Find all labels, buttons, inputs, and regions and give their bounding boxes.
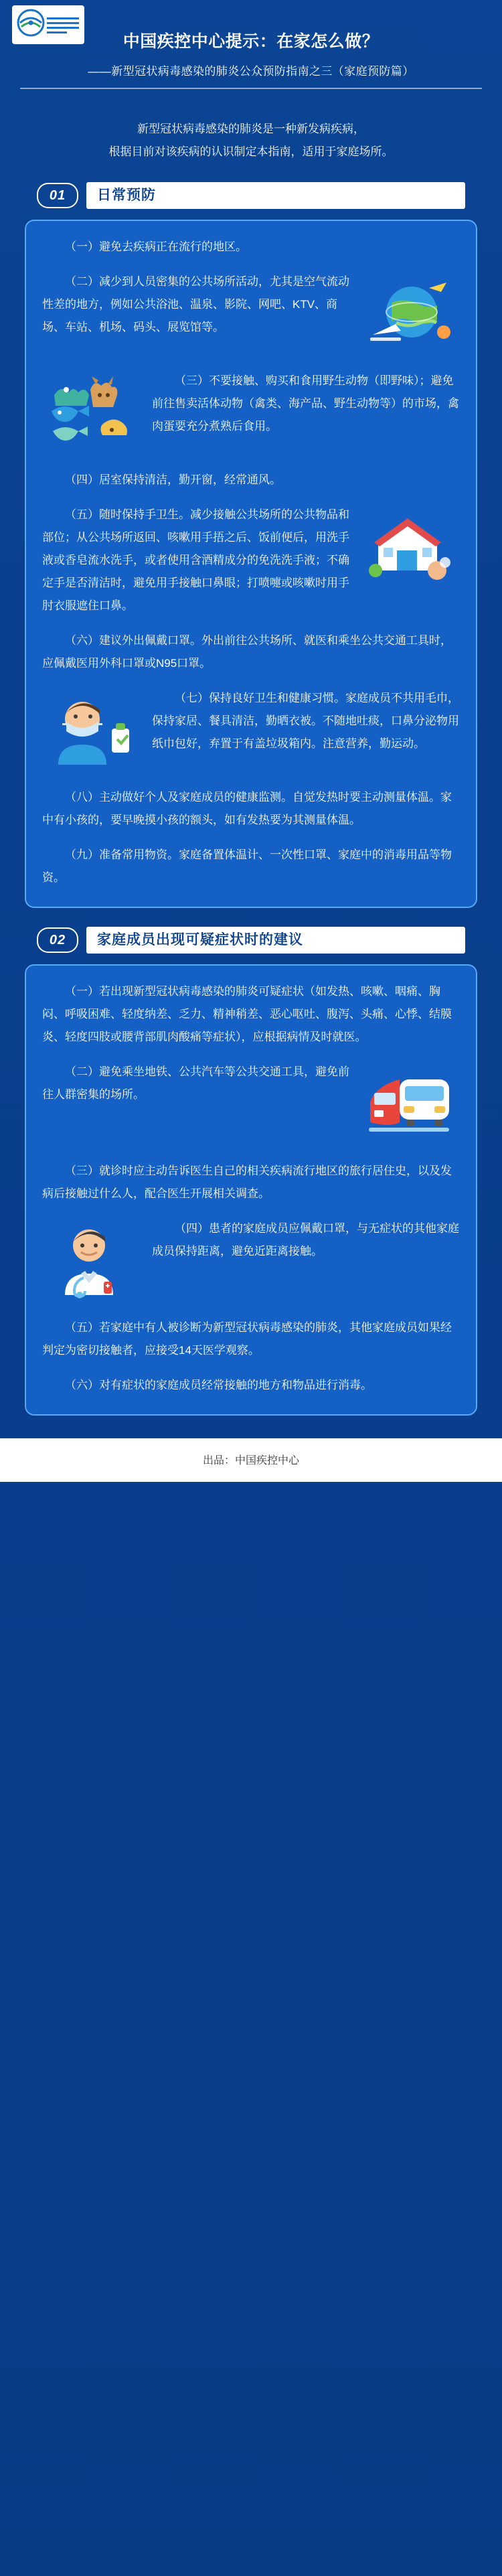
- china-cdc-logo: [12, 5, 84, 44]
- list-item-text: （五）随时保持手卫生。减少接触公共场所的公共物品和部位；从公共场所返回、咳嗽用手捂之后、饭前便后，用洗手液或香皂流水洗手，或者使用含酒精成分的免洗洗手液；不确定手是否清洁时，避免用手接触口鼻眼；打喷嚏或咳嗽时用手肘衣服遮住口鼻。: [42, 508, 349, 612]
- globe-travel-icon: [359, 273, 460, 354]
- list-item: （六）建议外出佩戴口罩。外出前往公共场所、就医和乘坐公共交通工具时，应佩戴医用外科口罩或N95口罩。: [42, 634, 452, 670]
- section-card-01: [25, 220, 477, 908]
- list-item: （一）若出现新型冠状病毒感染的肺炎可疑症状（如发热、咳嗽、咽痛、胸闷、呼吸困难、轻度纳差、乏力、精神稍差、恶心呕吐、腹泻、头痛、心悸、结膜炎、轻度四肢或腰背部肌肉酸痛等症状），应根据病情及时就医。: [42, 985, 452, 1043]
- list-item-text: （四）患者的家庭成员应佩戴口罩，与无症状的其他家庭成员保持距离，避免近距离接触。: [152, 1222, 459, 1258]
- logo-mark-icon: [13, 7, 83, 43]
- list-item: （三）就诊时应主动告诉医生自己的相关疾病流行地区的旅行居住史，以及发病后接触过什么人，配合医生开展相关调查。: [42, 1164, 452, 1200]
- section-number-02: 02: [37, 927, 78, 953]
- intro-line-1: 新型冠状病毒感染的肺炎是一种新发病疾病，: [137, 123, 365, 135]
- intro-line-2: 根据目前对该疾病的认识制定本指南，适用于家庭场所。: [108, 145, 394, 158]
- list-item: （一）避免去疾病正在流行的地区。: [65, 240, 247, 253]
- list-item: [42, 687, 460, 774]
- section-number-01: 01: [37, 183, 78, 208]
- section-header-02: [37, 927, 465, 954]
- section-card-02: [25, 964, 477, 1416]
- mask-person-icon: [42, 690, 143, 770]
- footer: [0, 1438, 502, 1482]
- header: [0, 0, 502, 100]
- list-item: （九）准备常用物资。家庭备置体温计、一次性口罩、家庭中的消毒用品等物资。: [42, 848, 452, 884]
- list-item-text: （三）不要接触、购买和食用野生动物（即野味）；避免前往售卖活体动物（禽类、海产品、野生动物等）的市场，禽肉蛋要充分煮熟后食用。: [152, 374, 459, 433]
- footer-source: 出品：中国疾控中心: [202, 1455, 299, 1466]
- list-item: （八）主动做好个人及家庭成员的健康监测。自觉发热时要主动测量体温。家中有小孩的，要早晚摸小孩的额头，如有发热要为其测量体温。: [42, 791, 452, 826]
- wild-animals-icon: [42, 372, 143, 453]
- list-item-text: （二）减少到人员密集的公共场所活动，尤其是空气流动性差的地方，例如公共浴池、温泉、影院、网吧、KTV、商场、车站、机场、码头、展览馆等。: [42, 275, 349, 333]
- list-item: [42, 1061, 460, 1148]
- section-header-01: [37, 182, 465, 209]
- list-item-text: （七）保持良好卫生和健康习惯。家庭成员不共用毛巾，保持家居、餐具清洁，勤晒衣被。不随地吐痰，口鼻分泌物用纸巾包好，弃置于有盖垃圾箱内。注意营养，勤运动。: [152, 692, 459, 750]
- list-item: （五）若家庭中有人被诊断为新型冠状病毒感染的肺炎，其他家庭成员如果经判定为密切接触者，应接受14天医学观察。: [42, 1321, 452, 1357]
- list-item: （四）居室保持清洁，勤开窗，经常通风。: [65, 473, 281, 486]
- page-subtitle: ——新型冠状病毒感染的肺炎公众预防指南之三（家庭预防篇）: [88, 65, 414, 78]
- list-item: [42, 1217, 460, 1304]
- list-item: [42, 271, 460, 358]
- intro-block: [30, 118, 472, 163]
- subway-bus-icon: [359, 1063, 460, 1144]
- page-title: 中国疾控中心提示：在家怎么做？: [122, 32, 380, 51]
- header-divider: [20, 88, 482, 89]
- list-item: （六）对有症状的家庭成员经常接触的地方和物品进行消毒。: [65, 1379, 372, 1391]
- section-title-02: 家庭成员出现可疑症状时的建议: [86, 927, 465, 954]
- doctor-icon: [42, 1220, 143, 1300]
- house-handwash-icon: [359, 506, 460, 587]
- list-item: [42, 370, 460, 457]
- list-item: [42, 504, 460, 617]
- list-item-text: （二）避免乘坐地铁、公共汽车等公共交通工具，避免前往人群密集的场所。: [42, 1065, 349, 1101]
- section-title-01: 日常预防: [86, 182, 465, 209]
